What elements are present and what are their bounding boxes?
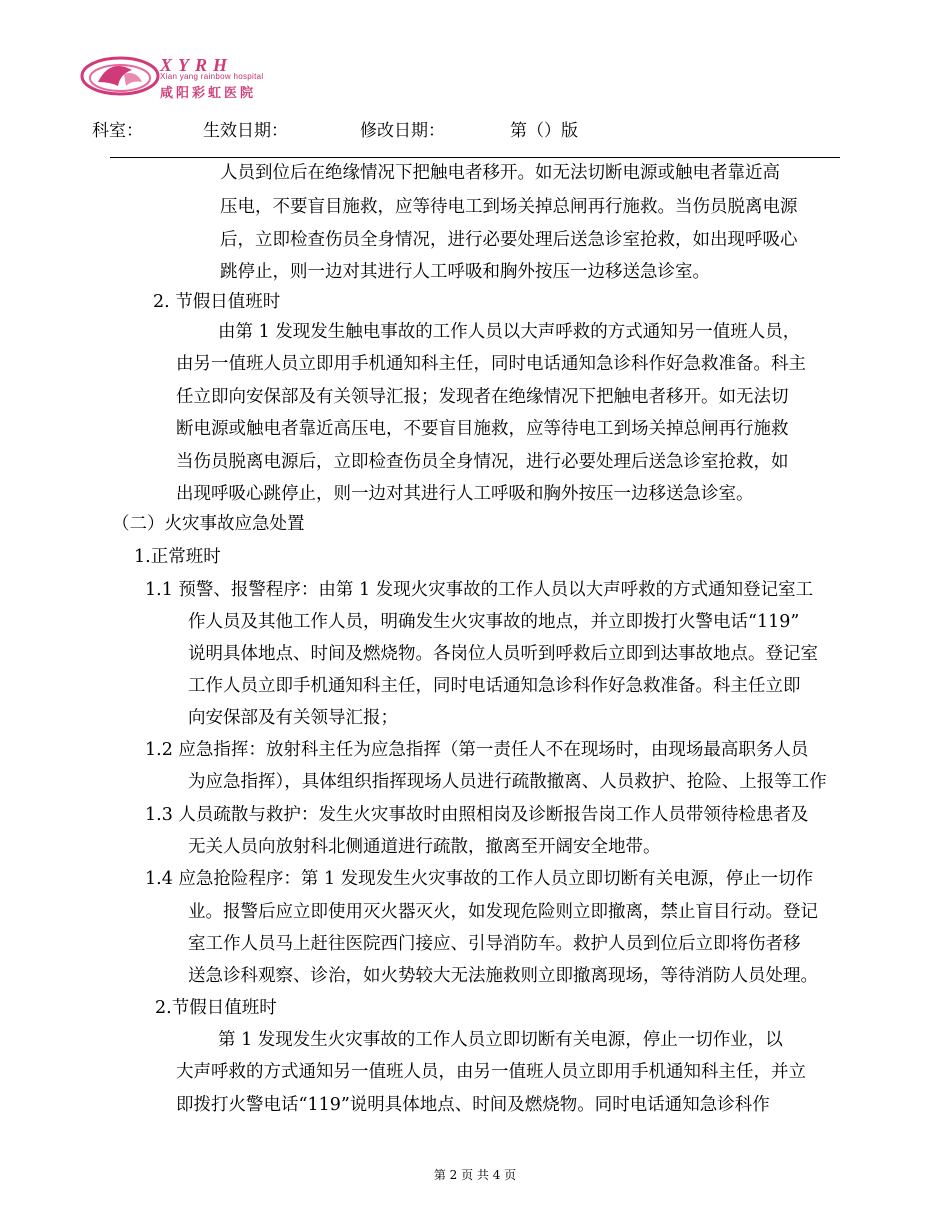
section-heading: 2. 节假日值班时 [153, 292, 281, 312]
body-line: 为应急指挥），具体组织指挥现场人员进行疏散撤离、人员救护、抢险、上报等工作 [188, 772, 827, 792]
body-line: 1.4 应急抢险程序：第 1 发现发生火灾事故的工作人员立即切断有关电源，停止一切作 [145, 869, 814, 889]
body-line: 任立即向安保部及有关领导汇报；发现者在绝缘情况下把触电者移开。如无法切 [176, 387, 789, 407]
body-line: 大声呼救的方式通知另一值班人员，由另一值班人员立即用手机通知科主任，并立 [176, 1062, 806, 1082]
body-line: 业。报警后应立即使用灭火器灭火，如发现危险则立即撤离，禁止盲目行动。登记 [188, 902, 818, 922]
body-line: 向安保部及有关领导汇报； [188, 708, 398, 728]
page-number: 第 2 页 共 4 页 [433, 1168, 517, 1182]
logo-english-name: Xian yang rainbow hospital [160, 72, 264, 81]
effective-date-label: 生效日期： [203, 121, 288, 141]
body-line: 即拨打火警电话“119”说明具体地点、时间及燃烧物。同时电话通知急诊科作 [176, 1095, 770, 1115]
body-line: 作人员及其他工作人员，明确发生火灾事故的地点，并立即拨打火警电话“119” [188, 612, 800, 632]
revised-date-label: 修改日期： [360, 121, 445, 141]
body-line: 跳停止，则一边对其进行人工呼吸和胸外按压一边移送急诊室。 [220, 262, 710, 282]
body-line: 1.3 人员疏散与救护：发生火灾事故时由照相岗及诊断报告岗工作人员带领待检患者及 [145, 805, 809, 825]
body-line: 出现呼吸心跳停止，则一边对其进行人工呼吸和胸外按压一边移送急诊室。 [176, 484, 754, 504]
body-line: 由第 1 发现发生触电事故的工作人员以大声呼救的方式通知另一值班人员， [218, 322, 801, 342]
body-line: 由另一值班人员立即用手机通知科主任，同时电话通知急诊科作好急救准备。科主 [176, 354, 806, 374]
section-heading: （二）火灾事故应急处置 [112, 514, 305, 534]
body-line: 送急诊科观察、诊治，如火势较大无法施救则立即撤离现场，等待消防人员处理。 [188, 966, 818, 986]
body-line: 第 1 发现发生火灾事故的工作人员立即切断有关电源，停止一切作业，以 [218, 1030, 783, 1050]
body-line: 人员到位后在绝缘情况下把触电者移开。如无法切断电源或触电者靠近高 [220, 163, 780, 183]
department-label: 科室： [92, 121, 143, 141]
version-label: 第（）版 [510, 121, 578, 141]
body-line: 压电，不要盲目施救，应等待电工到场关掉总闸再行施救。当伤员脱离电源 [220, 197, 798, 217]
body-line: 室工作人员马上赶往医院西门接应、引导消防车。救护人员到位后立即将伤者移 [188, 934, 801, 954]
section-heading: 2.节假日值班时 [155, 998, 277, 1018]
body-line: 1.2 应急指挥：放射科主任为应急指挥（第一责任人不在现场时，由现场最高职务人员 [145, 740, 809, 760]
rainbow-logo-icon [80, 52, 160, 104]
body-line: 说明具体地点、时间及燃烧物。各岗位人员听到呼救后立即到达事故地点。登记室 [188, 644, 818, 664]
logo-chinese-name: 咸阳彩虹医院 [160, 86, 257, 101]
body-line: 无关人员向放射科北侧通道进行疏散，撤离至开阔安全地带。 [188, 837, 661, 857]
body-line: 当伤员脱离电源后，立即检查伤员全身情况，进行必要处理后送急诊室抢救，如 [176, 452, 789, 472]
section-heading: 1.正常班时 [134, 547, 221, 567]
header-divider [110, 157, 840, 158]
logo-mark: XYRH [160, 55, 234, 75]
body-line: 工作人员立即手机通知科主任，同时电话通知急诊科作好急救准备。科主任立即 [188, 676, 801, 696]
body-line: 后，立即检查伤员全身情况，进行必要处理后送急诊室抢救，如出现呼吸心 [220, 230, 798, 250]
body-line: 1.1 预警、报警程序：由第 1 发现火灾事故的工作人员以大声呼救的方式通知登记室工 [145, 580, 814, 600]
body-line: 断电源或触电者靠近高压电，不要盲目施救，应等待电工到场关掉总闸再行施救 [176, 419, 789, 439]
